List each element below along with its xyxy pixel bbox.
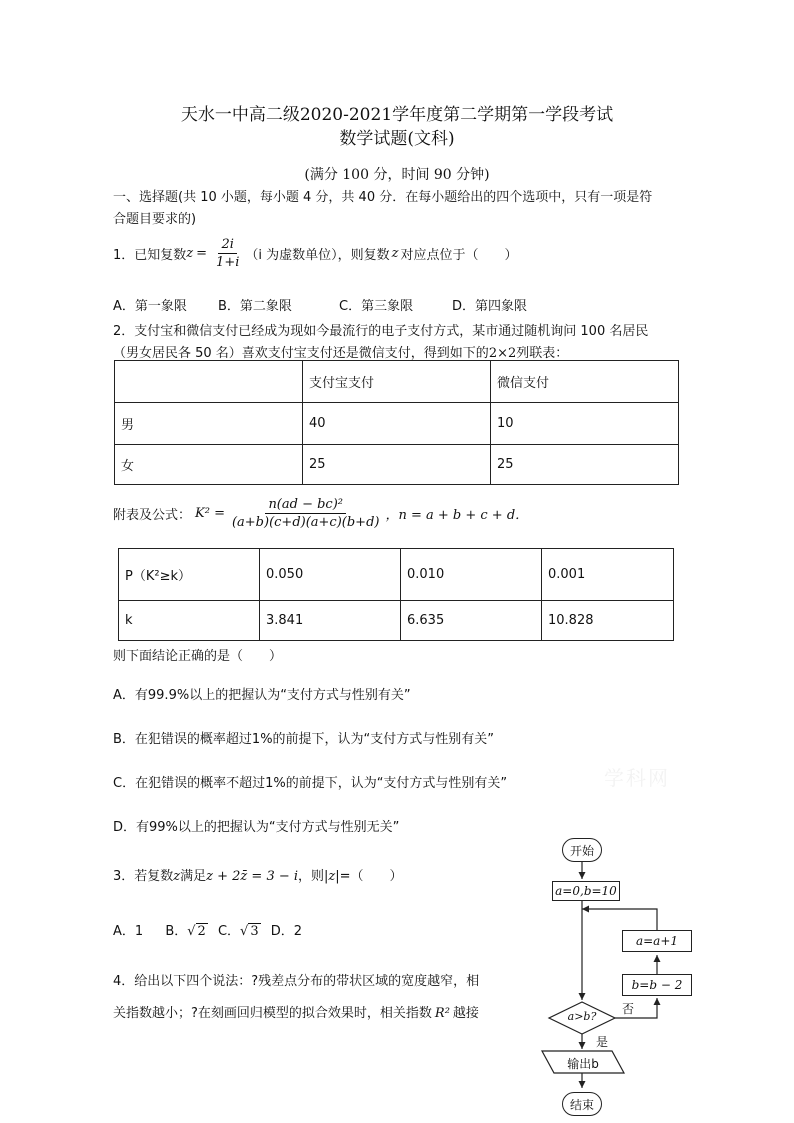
page-title: 天水一中高二级2020-2021学年度第二学期第一学段考试 [180, 105, 614, 125]
flowchart-yes-label: 是 [596, 1035, 609, 1049]
q1-denominator: 1+i [216, 255, 240, 270]
q3-prefix: 3．若复数 [113, 869, 174, 884]
q3-option-b: B． [165, 924, 188, 939]
q1-option-d: D．第四象限 [452, 299, 528, 314]
table-header-cell: 微信支付 [491, 361, 679, 403]
q1-fraction [213, 236, 242, 271]
q3-mid: 满足 [180, 869, 207, 884]
table-row [115, 445, 679, 485]
table-cell: 女 [115, 445, 303, 485]
q4-line-2-b: 越接 [452, 1006, 479, 1021]
flowchart-no-label: 否 [622, 1002, 635, 1016]
formula-fraction [229, 496, 383, 531]
q2-option-c: C．在犯错误的概率不超过1%的前提下，认为“支付方式与性别有关” [113, 776, 508, 791]
flowchart [540, 830, 700, 1120]
formula-lhs: K² = [195, 506, 225, 521]
table-cell: 0.050 [260, 549, 401, 601]
q1-option-a: A．第一象限 [113, 299, 187, 314]
section-line-1: 一、选择题(共 10 小题，每小题 4 分，共 40 分．在每小题给出的四个选项中，只有一项是符 [113, 190, 653, 205]
sqrt-symbol: √ [187, 924, 196, 939]
formula-denominator: (a+b)(c+d)(a+c)(b+d) [231, 515, 380, 530]
q3-option-c-radicand: 3 [250, 924, 259, 939]
sqrt-symbol: √ [240, 924, 249, 939]
table-cell: 10.828 [542, 601, 674, 641]
q4-line-2 [113, 1002, 479, 1021]
q1-option-b: B．第二象限 [218, 299, 292, 314]
watermark: 学科网 [604, 766, 670, 790]
q3-end: |=（ ） [335, 869, 403, 884]
q2-option-d: D．有99%以上的把握认为“支付方式与性别无关” [113, 820, 400, 835]
question-1 [113, 236, 518, 271]
q3-option-b-radicand: 2 [197, 924, 206, 939]
chi-square-formula [113, 496, 528, 531]
q1-numerator: 2i [218, 236, 236, 254]
q2-line-1: 2．支付宝和微信支付已经成为现如今最流行的电子支付方式，某市通过随机询问 100 名居民 [113, 324, 649, 339]
table-cell: 25 [303, 445, 491, 485]
flowchart-update-b: b=b − 2 [622, 974, 692, 996]
flowchart-condition: a>b? [567, 1010, 597, 1023]
q2-line-2 [113, 342, 568, 361]
q1-var-z: z [186, 246, 194, 261]
q1-var-z2: z [391, 246, 399, 261]
table-cell: 男 [115, 403, 303, 445]
exam-info: (满分 100 分，时间 90 分钟) [304, 167, 490, 183]
question-3 [113, 865, 403, 884]
flowchart-init: a=0,b=10 [552, 881, 620, 901]
formula-numerator: n(ad − bc)² [265, 496, 346, 514]
q3-var2: z [328, 869, 336, 884]
table-row [119, 601, 674, 641]
q3-post: ，则| [298, 869, 329, 884]
q1-option-c: C．第三象限 [339, 299, 414, 314]
q1-middle: （i 为虚数单位），则复数 [245, 248, 390, 263]
page-subtitle: 数学试题(文科) [339, 129, 455, 149]
flowchart-start: 开始 [562, 838, 602, 862]
q3-equation: z + 2z̄ = 3 − i [206, 869, 299, 884]
table-row [119, 549, 674, 601]
flowchart-end: 结束 [562, 1092, 602, 1116]
flowchart-output: 输出b [567, 1057, 599, 1071]
q2-option-b: B．在犯错误的概率超过1%的前提下，认为“支付方式与性别有关” [113, 732, 495, 747]
table-row [115, 403, 679, 445]
q4-r-squared: R² [434, 1006, 450, 1021]
table-header-cell [115, 361, 303, 403]
table-cell: 0.010 [401, 549, 542, 601]
q2-question: 则下面结论正确的是（ ） [113, 649, 283, 664]
q1-equals: = [196, 246, 208, 261]
table-cell: P（K²≥k） [119, 549, 260, 601]
table-header-cell: 支付宝支付 [303, 361, 491, 403]
table-cell: 40 [303, 403, 491, 445]
q3-option-c: C． [217, 924, 241, 939]
table-cell: 25 [491, 445, 679, 485]
q4-line-2-a: 关指数越小；?在刻画回归模型的拟合效果时，相关指数 [113, 1006, 432, 1021]
table-cell: 0.001 [542, 549, 674, 601]
table-cell: k [119, 601, 260, 641]
q1-prefix: 1．已知复数 [113, 248, 187, 263]
q2-line-2-text: （男女居民各 50 名）喜欢支付宝支付还是微信支付，得到如下的 [113, 346, 489, 361]
formula-label: 附表及公式： [113, 508, 192, 523]
section-line-2: 合题目要求的) [113, 212, 197, 227]
q3-option-a: A．1 [113, 924, 144, 939]
q1-post: 对应点位于（ ） [400, 248, 518, 263]
q2-line-2-end: 列联表： [516, 346, 569, 361]
table-header-row [115, 361, 679, 403]
q4-line-1: 4．给出以下四个说法：?残差点分布的带状区域的宽度越窄，相 [113, 974, 480, 989]
q3-option-d: D．2 [270, 924, 303, 939]
table-cell: 3.841 [260, 601, 401, 641]
table-cell: 6.635 [401, 601, 542, 641]
q3-var: z [173, 869, 181, 884]
q2-option-a: A．有99.9%以上的把握认为“支付方式与性别有关” [113, 688, 411, 703]
q3-options [113, 920, 302, 939]
table-cell: 10 [491, 403, 679, 445]
q2-line-2-math: 2×2 [488, 346, 517, 361]
section-heading [113, 186, 693, 227]
flowchart-update-a: a=a+1 [622, 930, 692, 952]
contingency-table [114, 360, 679, 485]
critical-value-table [118, 548, 674, 641]
formula-tail: ，n = a + b + c + d． [385, 508, 529, 523]
